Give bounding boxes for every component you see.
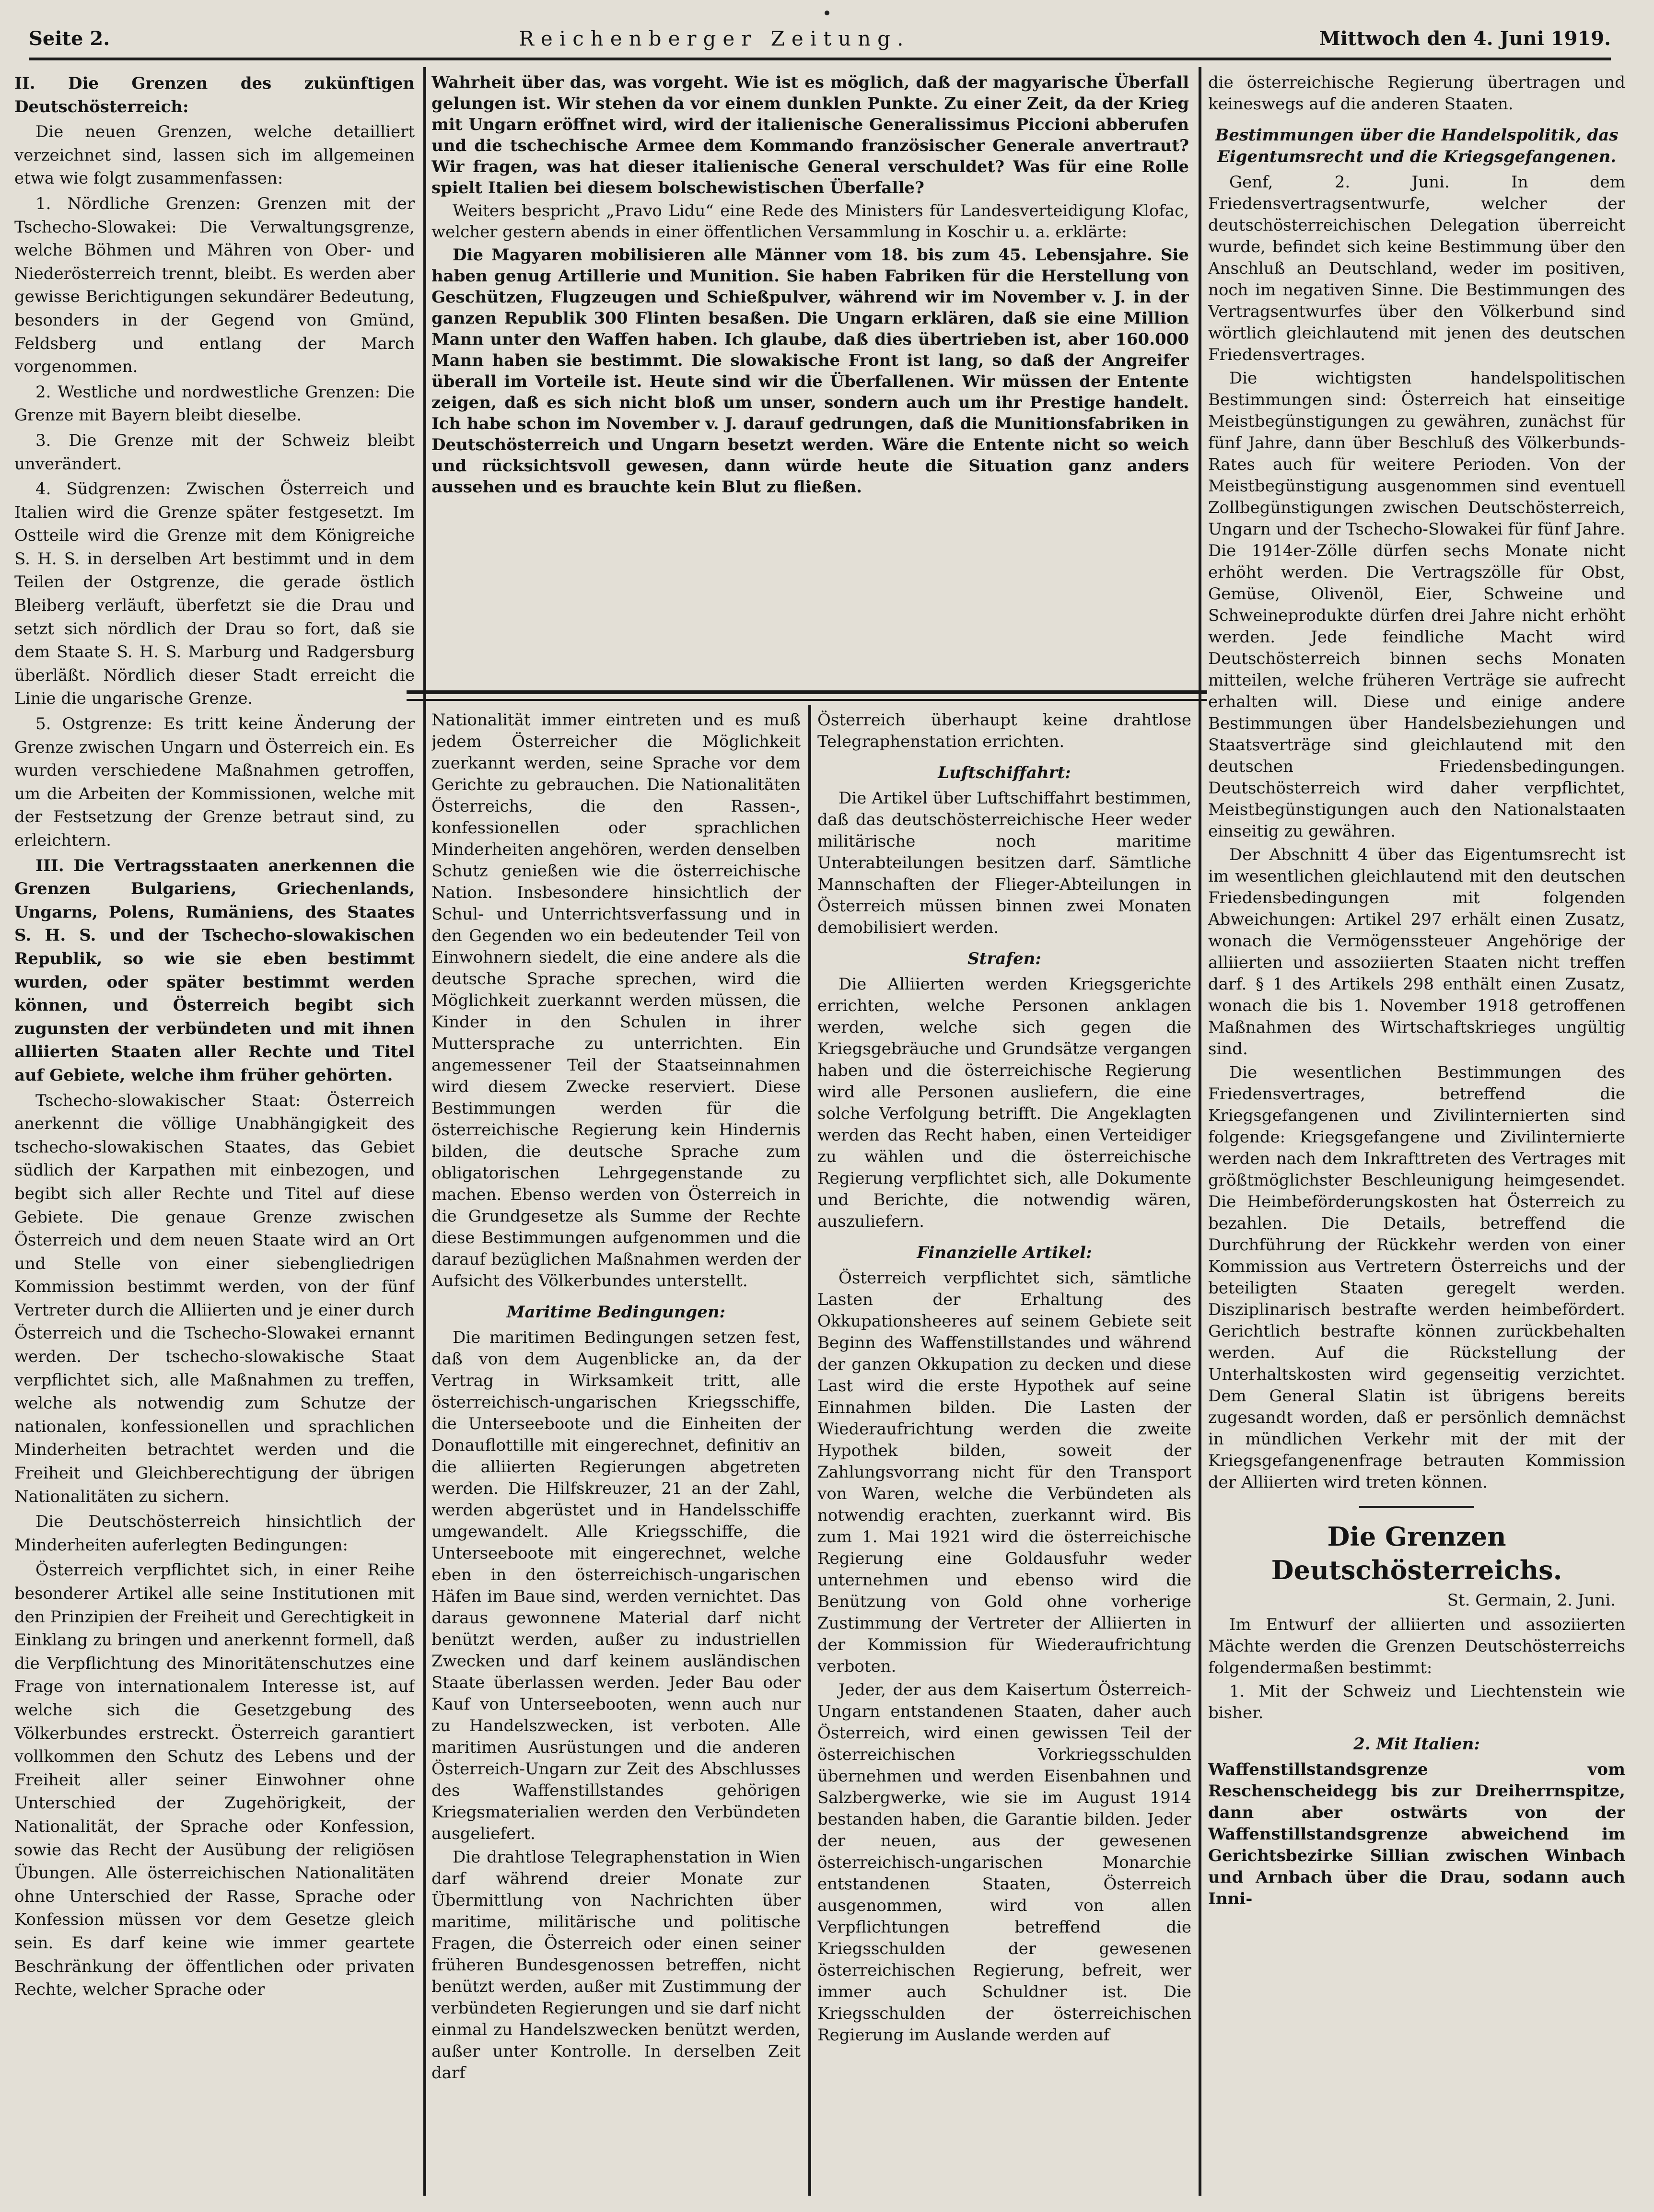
paragraph: 1. Nördliche Grenzen: Grenzen mit der Tschecho-Slowakei: Die Verwaltungsgrenze, welche Böhmen und Mähren von Ober- und Niederösterreich trennt, bleibt. Es werden aber gewisse Berichtigungen sekundärer Bedeutung, besonders in der Gegend von Gmünd, Feldsberg und entlang der March vorgenommen. xyxy=(14,194,415,377)
paragraph: Tschecho-slowakischer Staat: Österreich anerkennt die völlige Unabhängigkeit des tschecho-slowakischen Staates, das Gebiet südlich der Karpathen mit einbezogen, und begibt sich aller Rechte und Titel auf diese Gebiete. Die genaue Grenze zwischen Österreich und dem neuen Staate wird an Ort und Stelle von einer siebengliedrigen Kommission bestimmt werden, von der fünf Vertreter durch die Alliierten und je einer durch Österreich und die Tschecho-Slowakei ernannt werden. Der tschecho-slowakische Staat verpflichtet sich, alle Maßnahmen zu treffen, welche als notwendig zum Schutze der nationalen, konfessionellen und sprachlichen Minderheiten betrachtet werden und die Freiheit und Gleichberechtigung der übrigen Nationalitäten zu sichern. xyxy=(14,1091,415,1506)
paragraph: Im Entwurf der alliierten und assoziierten Mächte werden die Grenzen Deutschösterreichs folgendermaßen bestimmt: xyxy=(1208,1615,1625,1677)
section-heading: Maritime Bedingungen: xyxy=(506,1303,726,1322)
paragraph: Die Artikel über Luftschiffahrt bestimmen, daß das deutschösterreichische Heer weder militärische noch maritime Unterabteilungen besitzen darf. Sämtliche Mannschaften der Flieger-Abteilungen in Österreich müssen binnen zwei Monaten demobilisiert werden. xyxy=(817,789,1191,937)
column-3-bottom xyxy=(817,710,1191,2196)
paragraph: Nationalität immer eintreten und es muß jedem Österreicher die Möglichkeit zuerkannt werden, seine Sprache vor dem Gerichte zu gebrauchen. Die Nationalitäten Österreichs, die den Rassen-, konfessionellen oder sprachlichen Minderheiten angehören, werden denselben Schutz genießen wie die österreichische Nation. Insbesondere hinsichtlich der Schul- und Unterrichtsverfassung und in den Gegenden wo ein bedeutender Teil von Einwohnern siedelt, die eine andere als die deutsche Sprache sprechen, wird die Möglichkeit zuerkannt werden müssen, die Kinder in den Schulen in ihrer Muttersprache zu unterrichten. Ein angemessener Teil der Staatseinnahmen wird diesem Zwecke reserviert. Diese Bestimmungen werden für die österreichische Regierung kein Hindernis bilden, die deutsche Sprache zum obligatorischen Lehrgegenstande zu machen. Ebenso werden von Österreich in die Grundgesetze als Summe der Rechte diese Bestimmungen aufgenommen und die darauf bezüglichen Maßnahmen werden der Aufsicht des Völkerbundes unterstellt. xyxy=(431,710,801,1291)
paragraph: Der Abschnitt 4 über das Eigentumsrecht ist im wesentlichen gleichlautend mit den deutschen Friedensbedingungen mit folgenden Abweichungen: Artikel 297 erhält einen Zusatz, wonach die Vermögenssteuer Angehörige der alliierten und assoziierten Staaten nicht treffen darf. § 1 des Artikels 298 enthält einen Zusatz, wonach die bis 1. November 1918 getroffenen Maßnahmen des Wirtschaftskrieges ungültig sind. xyxy=(1208,845,1625,1059)
box-rule-bottom xyxy=(407,699,1207,701)
paragraph: Waffenstillstandsgrenze vom Reschenscheidegg bis zur Dreiherrnspitze, dann aber ostwärts von der Waffenstillstandsgrenze abweichend im Gerichtsbezirke Sillian zwischen Winbach und Arnbach über die Drau, sodann auch Inni- xyxy=(1208,1760,1625,1909)
paragraph: Genf, 2. Juni. In dem Friedensvertragsentwurfe, welcher der deutschösterreichischen Delegation überreicht wurde, befindet sich keine Bestimmung über den Anschluß an Deutschland, weder im positiven, noch im negativen Sinne. Die Bestimmungen des Vertragsentwurfes über den Völkerbund sind wörtlich gleichlautend mit jenen des deutschen Friedensvertrages. xyxy=(1208,173,1625,364)
paragraph: Die drahtlose Telegraphenstation in Wien darf während dreier Monate zur Übermittlung von Nachrichten über maritime, militärische und politische Fragen, die Österreich oder einen seiner früheren Bundesgenossen betreffen, nicht benützt werden, außer mit Zustimmung der verbündeten Regierungen und sie darf nicht einmal zu Handelszwecken benützt werden, außer unter Kontrolle. In derselben Zeit darf xyxy=(431,1848,801,2083)
box-rule-top xyxy=(407,690,1207,694)
print-dot xyxy=(825,11,829,15)
page-header xyxy=(29,19,1611,60)
column-rule-3 xyxy=(808,705,811,2196)
paragraph: 4. Südgrenzen: Zwischen Österreich und Italien wird die Grenze später festgesetzt. Im Ostteile wird die Grenze mit dem Königreiche S. H. S. in derselben Art bestimmt und in dem Teilen der Ostgrenze, die gerade östlich Bleiberg verläuft, überfetzt sie die Drau und setzt sich nördlich der Drau so fort, daß sie dem Staate S. H. S. Marburg und Radgersburg überläßt. Nördlich dieser Stadt erreicht die Linie die ungarische Grenze. xyxy=(14,479,415,709)
column-rule-2 xyxy=(1199,67,1201,2196)
paragraph: III. Die Vertragsstaaten anerkennen die Grenzen Bulgariens, Griechenlands, Ungarns, Polens, Rumäniens, des Staates S. H. S. und der Tschecho-slowakischen Republik, so wie sie eben bestimmt wurden, oder später bestimmt werden können, und Österreich begibt sich zugunsten der verbündeten und mit ihnen alliierten Staaten aller Rechte und Titel auf Gebiete, welche ihm früher gehörten. xyxy=(14,856,415,1085)
newspaper-title: Reichenberger Zeitung. xyxy=(519,26,910,50)
column-rule-1 xyxy=(423,67,426,2196)
paragraph: Die Deutschösterreich hinsichtlich der Minderheiten auferlegten Bedingungen: xyxy=(14,1512,415,1555)
paragraph: Die maritimen Bedingungen setzen fest, daß von dem Augenblicke an, da der Vertrag in Wirksamkeit tritt, alle österreichisch-ungarischen Kriegsschiffe, die Unterseeboote und die Einheiten der Donauflottille mit eingerechnet, definitiv an die alliierten Regierungen abgetreten werden. Die Hilfskreuzer, 21 an der Zahl, werden abgerüstet und in Handelsschiffe umgewandelt. Alle Kriegsschiffe, die Unterseeboote mit eingerechnet, welche eben in den österreichisch-ungarischen Häfen im Baue sind, werden vernichtet. Das daraus gewonnene Material darf nicht benützt werden, außer zu industriellen Zwecken und darf keinem ausländischen Staate überlassen werden. Jeder Bau oder Kauf von Unterseebooten, wenn auch nur zu Handelszwecken, ist verboten. Alle maritimen Ausrüstungen und die anderen Österreich-Ungarn zur Zeit des Abschlusses des Waffenstillstandes gehörigen Kriegsmaterialien werden den Verbündeten ausgeliefert. xyxy=(431,1328,801,1843)
section-heading: Strafen: xyxy=(967,949,1041,968)
paragraph: Jeder, der aus dem Kaisertum Österreich-Ungarn entstandenen Staaten, daher auch Österreich, wird einen gewissen Teil der österreichischen Vorkriegsschulden übernehmen und werden Eisenbahnen und Salzbergwerke, wie sie im August 1914 bestanden haben, die Garantie bilden. Jeder der neuen, aus der gewesenen österreichisch-ungarischen Monarchie entstandenen Staaten, Österreich ausgenommen, wird von allen Verpflichtungen betreffend die Kriegsschulden der gewesenen österreichischen Regierung, befreit, wer immer auch Schuldner ist. Die Kriegsschulden der österreichischen Regierung im Auslande werden auf xyxy=(817,1680,1191,2045)
column-2-bottom xyxy=(431,710,801,2196)
column-1 xyxy=(14,72,415,2200)
paragraph: 5. Ostgrenze: Es tritt keine Änderung der Grenze zwischen Ungarn und Österreich ein. Es wurden verschiedene Maßnahmen getroffen, um die Arbeiten der Kommissionen, welche mit der Festsetzung der Grenze betraut sind, zu erleichtern. xyxy=(14,714,415,850)
section-heading: Bestimmungen über die Handelspolitik, das Eigentumsrecht und die Kriegsgefangenen. xyxy=(1215,126,1619,166)
paragraph: die österreichische Regierung übertragen und keineswegs auf die anderen Staaten. xyxy=(1208,73,1625,114)
column-2-top-box xyxy=(431,72,1189,686)
dateline: St. Germain, 2. Juni. xyxy=(1447,1591,1616,1610)
article-separator xyxy=(1359,1506,1474,1508)
paragraph: 2. Westliche und nordwestliche Grenzen: Die Grenze mit Bayern bleibt dieselbe. xyxy=(14,382,415,425)
column-4 xyxy=(1208,72,1625,2200)
paragraph: Österreich überhaupt keine drahtlose Telegraphenstation errichten. xyxy=(817,710,1191,751)
paragraph: Die Magyaren mobilisieren alle Männer vom 18. bis zum 45. Lebensjahre. Sie haben genug Artillerie und Munition. Sie haben Fabriken für die Herstellung von Geschützen, Flugzeugen und Schießpulver, während wir im November v. J. in der ganzen Republik 300 Flinten besaßen. Die Ungarn erklären, daß sie eine Million Mann unter den Waffen haben. Ich glaube, daß dies übertrieben ist, aber 160.000 Mann haben sie bestimmt. Die slowakische Front ist lang, so daß der Angreifer überall im Vorteile ist. Heute sind wir die Überfallenen. Wir müssen der Entente zeigen, daß es sich nicht bloß um unser, sondern auch um ihr Prestige handelt. Ich habe schon im November v. J. darauf gedrungen, daß die Munitionsfabriken in Deutschösterreich und Ungarn besetzt werden. Wäre die Entente nicht so weich und rücksichtsvoll gewesen, dann würde heute die Situation ganz anders aussehen und es brauchte kein Blut zu fließen. xyxy=(431,245,1189,497)
issue-date: Mittwoch den 4. Juni 1919. xyxy=(1319,27,1611,50)
paragraph: Österreich verpflichtet sich, in einer Reihe besonderer Artikel alle seine Institutionen mit den Prinzipien der Freiheit und Gerechtigkeit in Einklang zu bringen und anerkennt formell, daß die Verpflichtung des Minoritätenschutzes eine Frage von internationalem Interesse ist, auf welche sich die Gesetzgebung des Völkerbundes erstreckt. Österreich garantiert vollkommen den Schutz des Lebens und der Freiheit aller seiner Einwohner ohne Unterschied der Zugehörigkeit, der Nationalität, der Sprache oder Konfession, sowie das Recht der Ausübung der religiösen Übungen. Alle österreichischen Nationalitäten ohne Unterschied der Rasse, Sprache oder Konfession müssen vor dem Gesetze gleich sein. Es darf keine wie immer geartete Beschränkung der öffentlichen oder privaten Rechte, welcher Sprache oder xyxy=(14,1560,415,2000)
paragraph: Österreich verpflichtet sich, sämtliche Lasten der Erhaltung des Okkupationsheeres auf seinem Gebiete seit Beginn des Waffenstillstandes und während der ganzen Okkupation zu decken und diese Last wird die erste Hypothek auf seine Einnahmen bilden. Die Lasten der Wiederaufrichtung werden die zweite Hypothek bilden, soweit der Zahlungsvorrang nicht für den Transport von Waren, welche die Verbündeten als notwendig erachten, zuerkannt wird. Bis zum 1. Mai 1921 wird die österreichische Regierung eine Goldausfuhr weder unternehmen und ebenso wird die Benützung von Gold ohne vorherige Zustimmung der Vertreter der Alliierten in der Kommission für Wiederaufrichtung verboten. xyxy=(817,1269,1191,1676)
paragraph: 3. Die Grenze mit der Schweiz bleibt unverändert. xyxy=(14,431,415,474)
paragraph: Weiters bespricht „Pravo Lidu“ eine Rede des Ministers für Landesverteidigung Klofac, welcher gestern abends in einer öffentlichen Versammlung in Koschir u. a. erklärte: xyxy=(431,201,1189,242)
article-title: Die Grenzen Deutschösterreichs. xyxy=(1271,1521,1562,1585)
paragraph: Die neuen Grenzen, welche detailliert verzeichnet sind, lassen sich im allgemeinen etwa wie folgt zusammenfassen: xyxy=(14,122,415,188)
section-heading: 2. Mit Italien: xyxy=(1353,1735,1480,1754)
paragraph: Wahrheit über das, was vorgeht. Wie ist es möglich, daß der magyarische Überfall gelungen ist. Wir stehen da vor einem dunklen Punkte. Zu einer Zeit, da der Krieg mit Ungarn eröffnet wird, wird der italienische Generalissimus Piccioni abberufen und die tschechische Armee dem Kommando französischer Generale anvertraut? Wir fragen, was hat dieser italienische General verschuldet? Was für eine Rolle spielt Italien bei diesem bolschewistischen Überfalle? xyxy=(431,73,1189,198)
paragraph: Die Alliierten werden Kriegsgerichte errichten, welche Personen anklagen werden, welche sich gegen die Kriegsgebräuche und Grundsätze vergangen haben und die österreichische Regierung wird alle Personen ausliefern, die eine solche Verfolgung betrifft. Die Angeklagten werden das Recht haben, einen Verteidiger zu wählen und die österreichische Regierung verpflichtet sich, alle Dokumente und Berichte, die notwendig wären, auszuliefern. xyxy=(817,975,1191,1231)
paragraph: 1. Mit der Schweiz und Liechtenstein wie bisher. xyxy=(1208,1682,1625,1723)
paragraph: II. Die Grenzen des zukünftigen Deutschösterreich: xyxy=(14,74,415,116)
paragraph: Die wichtigsten handelspolitischen Bestimmungen sind: Österreich hat einseitige Meistbegünstigungen zu gewähren, zunächst für fünf Jahre, dann über Beschluß des Völkerbunds-Rates auch für weitere Perioden. Von der Meistbegünstigung ausgenommen sind eventuell Zollbegünstigungen zwischen Deutschösterreich, Ungarn und der Tschecho-Slowakei für fünf Jahre. Die 1914er-Zölle dürfen sechs Monate nicht erhöht werden. Die Vertragszölle für Obst, Gemüse, Olivenöl, Eier, Schweine und Schweineprodukte dürfen drei Jahre nicht erhöht werden. Jede feindliche Macht wird Deutschösterreich binnen sechs Monaten mitteilen, welche früheren Verträge sie aufrecht erhalten will. Diese und einige andere Bestimmungen über Handelsbeziehungen und Staatsverträge sind gleichlautend mit den deutschen Friedensbedingungen. Deutschösterreich wird daher verpflichtet, Meistbegünstigungen auch den Nationalstaaten einseitig zu gewähren. xyxy=(1208,369,1625,841)
paragraph: Die wesentlichen Bestimmungen des Friedensvertrages, betreffend die Kriegsgefangenen und Zivilinternierten sind folgende: Kriegsgefangene und Zivilinternierte werden nach dem Inkrafttreten des Vertrages mit größtmöglichster Beschleunigung heimgesendet. Die Heimbeförderungskosten hat Österreich zu bezahlen. Die Details, betreffend die Durchführung der Rückkehr werden von einer Kommission aus Vertretern Österreichs und der beteiligten Staaten geregelt werden. Disziplinarisch bestrafte werden heimbefördert. Gerichtlich bestrafte können zurückbehalten werden. Auf die Rückstellung der Unterhaltskosten wird gegenseitig verzichtet. Dem General Slatin ist übrigens bereits zugesandt worden, daß er persönlich demnächst in mündlichen Verkehr mit der mit der Kriegsgefangenenfrage betrauten Kommission der Alliierten wird treten können. xyxy=(1208,1063,1625,1492)
section-heading: Finanzielle Artikel: xyxy=(917,1243,1092,1262)
section-heading: Luftschiffahrt: xyxy=(938,763,1071,782)
page-number: Seite 2. xyxy=(29,27,110,50)
